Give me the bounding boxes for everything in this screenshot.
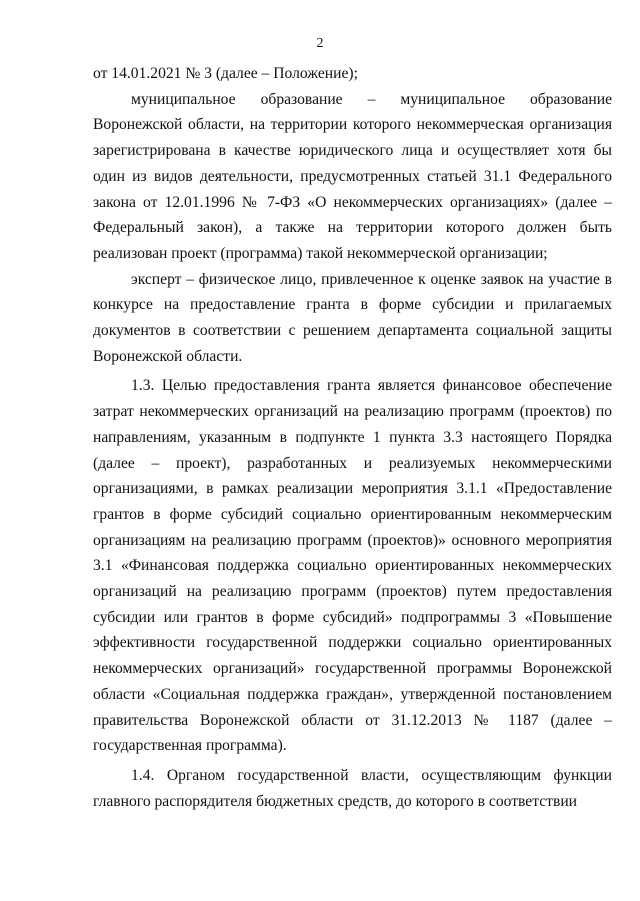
paragraph-1-3: 1.3. Целью предоставления гранта является финансовое обеспечение затрат некоммерческих организаций на реализацию программ (проектов) по направлениям, указанным в подпункте 1 пункта 3.3 настоящего Порядка (далее – проект), разработанных и реализуемых некоммерческими организациями, в рамках реализации мероприятия 3.1.1 «Предоставление грантов в форме субсидий социально ориентированным некоммерческим организациям на реализацию программ (проектов)» основного мероприятия 3.1 «Финансовая поддержка социально ориентированных некоммерческих организаций на реализацию программ (проектов) путем предоставления субсидии или грантов в форме субсидий» подпрограммы 3 «Повышение эффективности государственной поддержки социально ориентированных некоммерческих организаций» государственной программы Воронежской области «Социальная поддержка граждан», утвержденной постановлением правительства Воронежской области от 31.12.2013 № 1187 (далее – государственная программа). (93, 377, 612, 755)
page-number: 2 (316, 36, 324, 51)
paragraph-expert-definition: эксперт – физическое лицо, привлеченное к оценке заявок на участие в конкурсе на предоставление гранта в форме субсидии и прилагаемых документов в соответствии с решением департамента социальной защиты Воронежской области. (93, 270, 612, 365)
paragraph-continuation: от 14.01.2021 № 3 (далее – Положение); (93, 65, 358, 82)
document-body (93, 61, 612, 814)
paragraph-1-4: 1.4. Органом государственной власти, осуществляющим функции главного распорядителя бюджетных средств, до которого в соответствии (93, 766, 612, 810)
paragraph-municipal-definition: муниципальное образование – муниципальное образование Воронежской области, на территории которого некоммерческая организация зарегистрирована в качестве юридического лица и осуществляет хотя бы один из видов деятельности, предусмотренных статьей 31.1 Федерального закона от 12.01.1996 № 7-ФЗ «О некоммерческих организациях» (далее – Федеральный закон), а также на территории которого должен быть реализован проект (программа) такой некоммерческой организации; (93, 90, 612, 262)
